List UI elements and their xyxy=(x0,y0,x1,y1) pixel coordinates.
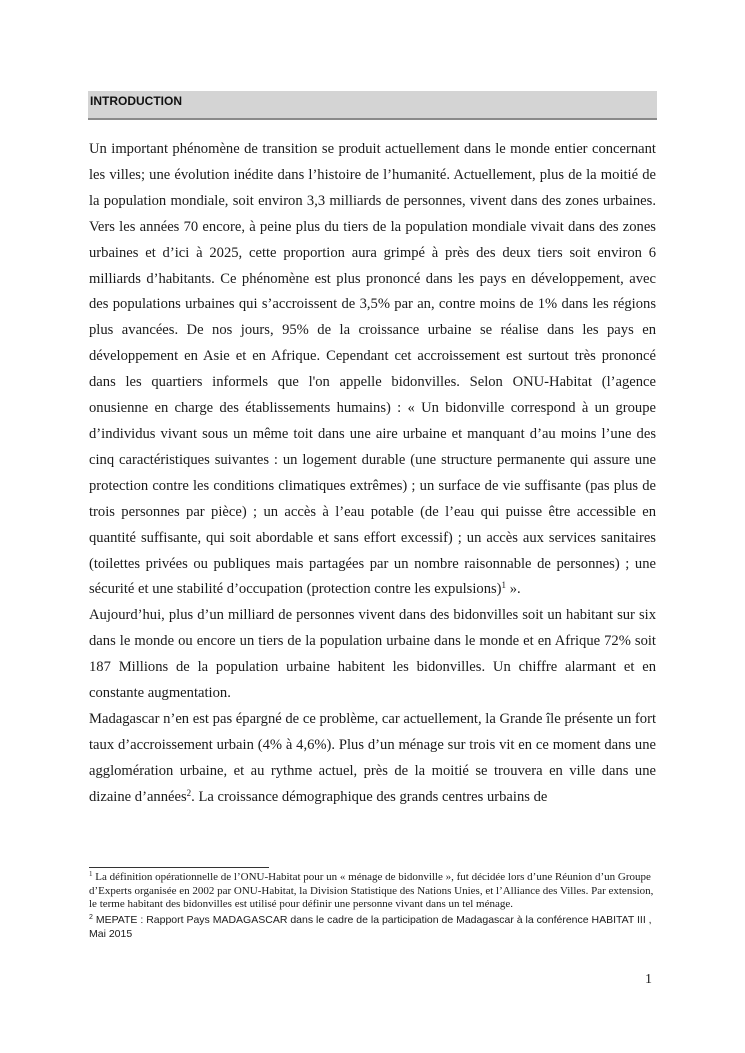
section-heading: INTRODUCTION xyxy=(90,94,182,108)
paragraph-3 xyxy=(89,707,656,811)
paragraph-2: Aujourd’hui, plus d’un milliard de personnes vivent dans des bidonvilles soit un habitant sur six dans le monde ou encore un tiers de la population urbaine dans le monde et en Afrique 72% soit 187 Millions de la population urbaine habitent les bidonvilles. Un chiffre alarmant et en constante augmentation. xyxy=(89,607,656,702)
footnote-2 xyxy=(89,913,656,941)
body-text xyxy=(89,137,656,811)
section-heading-bar xyxy=(88,91,657,120)
footnote-separator xyxy=(89,867,269,868)
footnote-1-text: La définition opérationnelle de l’ONU-Habitat pour un « ménage de bidonville », fut décidée lors d’une Réunion d’un Groupe d’Experts organisée en 2002 par ONU-Habitat, la Division Statistique des Nations Unies, et l’Alliance des Villes. Par extension, le terme habitant des bidonvilles est utilisé pour définir une personne vivant dans un tel ménage. xyxy=(89,871,654,911)
footnote-ref-2[interactable]: 2 xyxy=(186,787,192,798)
paragraph-1-end: ». xyxy=(506,581,521,598)
footnote-2-text: MEPATE : Rapport Pays MADAGASCAR dans le cadre de la participation de Madagascar à la conférence HABITAT III , Mai 2015 xyxy=(89,913,652,940)
footnote-2-number: 2 xyxy=(89,913,93,921)
footnote-ref-1[interactable]: 1 xyxy=(501,580,507,591)
paragraph-3-text: Madagascar n’en est pas épargné de ce problème, car actuellement, la Grande île présente un fort taux d’accroissement urbain (4% à 4,6%). Plus d’un ménage sur trois vit en ce moment dans une agglomération urbaine, et au rythme actuel, près de la moitié se trouvera en ville dans une dizaine d’années xyxy=(89,710,656,805)
footnote-1 xyxy=(89,871,656,912)
paragraph-3-end: . La croissance démographique des grands centres urbains de xyxy=(191,788,548,805)
paragraph-1 xyxy=(89,137,656,603)
page-number: 1 xyxy=(645,972,652,987)
paragraph-1-text: Un important phénomène de transition se produit actuellement dans le monde entier concernant les villes; une évolution inédite dans l’histoire de l’humanité. Actuellement, plus de la moitié de la population mondiale, soit environ 3,3 milliards de personnes, vivent dans des zones urbaines. Vers les années 70 encore, à peine plus du tiers de la population mondiale vivait dans des zones urbaines et d’ici à 2025, cette proportion aura grimpé à près des deux tiers soit environ 6 milliards d’habitants. Ce phénomène est plus prononcé dans les pays en développement, avec des populations urbaines qui s’accroissent de 3,5% par an, contre moins de 1% dans les régions plus avancées. De nos jours, 95% de la croissance urbaine se réalise dans les pays en développement en Asie et en Afrique. Cependant cet accroissement est surtout très prononcé dans les quartiers informels que l'on appelle bidonvilles. Selon ONU-Habitat (l’agence onusienne en charge des établissements humains) : « Un bidonville correspond à un groupe d’individus vivant sous un même toit dans une aire urbaine et manquant d’au moins l’une des cinq caractéristiques suivantes : un logement durable (une structure permanente qui assure une protection contre les conditions climatiques extrêmes) ; un surface de vie suffisante (pas plus de trois personnes par pièce) ; un accès à l’eau potable (de l’eau qui puisse être accessible en quantité suffisante, qui soit abordable et sans effort excessif) ; un accès aux services sanitaires (toilettes privées ou publiques mais partagées par un nombre raisonnable de personnes) ; une sécurité et une stabilité d’occupation (protection contre les expulsions) xyxy=(89,141,656,598)
footnotes xyxy=(89,871,656,941)
footnote-1-number: 1 xyxy=(89,870,93,878)
